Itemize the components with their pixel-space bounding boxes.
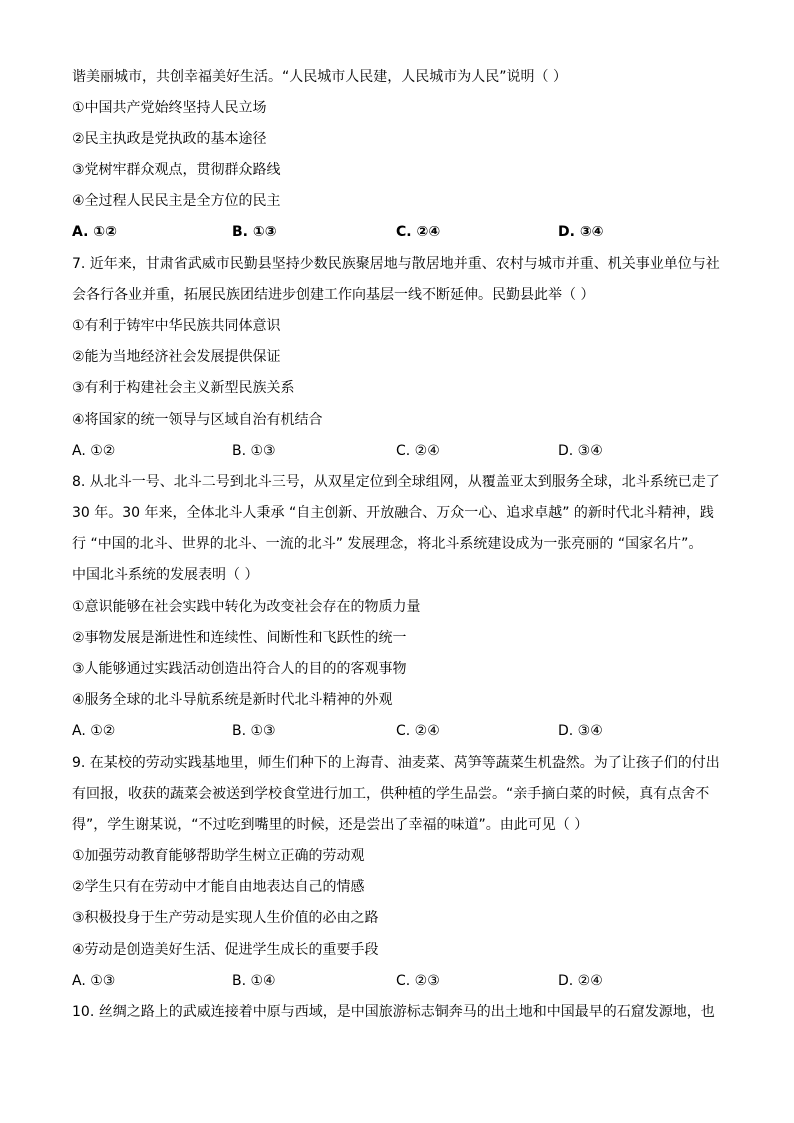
q9-option-b[interactable]: B. ①④ bbox=[232, 973, 276, 989]
q7-option-c[interactable]: C. ②④ bbox=[396, 443, 440, 459]
q7-stem-line-1: 7. 近年来，甘肃省武威市民勤县坚持少数民族聚居地与散居地并重、农村与城市并重、机关事业单位与社 bbox=[72, 256, 720, 272]
q8-item-1: ①意识能够在社会实践中转化为改变社会存在的物质力量 bbox=[72, 599, 421, 615]
q6-options bbox=[72, 223, 732, 241]
q6-option-d[interactable]: D. ③④ bbox=[558, 224, 604, 240]
q6-option-a[interactable]: A. ①② bbox=[72, 224, 117, 240]
q6-item-2: ②民主执政是党执政的基本途径 bbox=[72, 131, 267, 147]
q8-stem-line-3: 行 “中国的北斗、世界的北斗、一流的北斗” 发展理念，将北斗系统建设成为一张亮丽的 “国家名片”。 bbox=[72, 536, 703, 552]
q9-item-3: ③积极投身于生产劳动是实现人生价值的必由之路 bbox=[72, 910, 379, 926]
q6-stem-line: 谐美丽城市，共创幸福美好生活。“人民城市人民建，人民城市为人民”说明（ ） bbox=[72, 69, 567, 85]
q9-stem-line-1: 9. 在某校的劳动实践基地里，师生们种下的上海青、油麦菜、莴笋等蔬菜生机盎然。为了让孩子们的付出 bbox=[72, 755, 720, 771]
q8-option-c[interactable]: C. ②④ bbox=[396, 723, 440, 739]
q7-stem-line-2: 会各行各业并重，拓展民族团结进步创建工作向基层一线不断延伸。民勤县此举（ ） bbox=[72, 287, 595, 303]
q9-option-d[interactable]: D. ②④ bbox=[558, 973, 603, 989]
q8-option-d[interactable]: D. ③④ bbox=[558, 723, 603, 739]
q6-item-1: ①中国共产党始终坚持人民立场 bbox=[72, 100, 267, 116]
q7-item-3: ③有利于构建社会主义新型民族关系 bbox=[72, 380, 295, 396]
q7-option-a[interactable]: A. ①② bbox=[72, 443, 116, 459]
q7-option-b[interactable]: B. ①③ bbox=[232, 443, 276, 459]
q7-item-1: ①有利于铸牢中华民族共同体意识 bbox=[72, 318, 281, 334]
q8-item-3: ③人能够通过实践活动创造出符合人的目的的客观事物 bbox=[72, 661, 407, 677]
q9-item-1: ①加强劳动教育能够帮助学生树立正确的劳动观 bbox=[72, 848, 365, 864]
q6-item-4: ④全过程人民民主是全方位的民主 bbox=[72, 193, 281, 209]
q8-item-2: ②事物发展是渐进性和连续性、间断性和飞跃性的统一 bbox=[72, 630, 407, 646]
q9-stem-line-3: 得”，学生谢某说，“不过吃到嘴里的时候，还是尝出了幸福的味道”。由此可见（ ） bbox=[72, 817, 589, 833]
q8-stem-line-1: 8. 从北斗一号、北斗二号到北斗三号，从双星定位到全球组网，从覆盖亚太到服务全球，北斗系统已走了 bbox=[72, 474, 720, 490]
q9-options bbox=[72, 972, 732, 990]
q7-item-2: ②能为当地经济社会发展提供保证 bbox=[72, 349, 281, 365]
q8-stem-line-2: 30 年。30 年来，全体北斗人秉承 “自主创新、开放融合、万众一心、追求卓越” 的新时代北斗精神，践 bbox=[72, 505, 714, 521]
q9-option-c[interactable]: C. ②③ bbox=[396, 973, 440, 989]
q6-option-c[interactable]: C. ②④ bbox=[396, 224, 441, 240]
q9-option-a[interactable]: A. ①③ bbox=[72, 973, 116, 989]
q7-option-d[interactable]: D. ③④ bbox=[558, 443, 603, 459]
q8-item-4: ④服务全球的北斗导航系统是新时代北斗精神的外观 bbox=[72, 692, 393, 708]
q10-stem-line-1: 10. 丝绸之路上的武威连接着中原与西域，是中国旅游标志铜奔马的出土地和中国最早的石窟发源地，也 bbox=[72, 1004, 715, 1020]
q6-option-b[interactable]: B. ①③ bbox=[232, 224, 277, 240]
q6-item-3: ③党树牢群众观点，贯彻群众路线 bbox=[72, 162, 281, 178]
q8-stem-line-4: 中国北斗系统的发展表明（ ） bbox=[72, 567, 259, 583]
q7-item-4: ④将国家的统一领导与区域自治有机结合 bbox=[72, 412, 323, 428]
q8-options bbox=[72, 722, 732, 740]
q9-stem-line-2: 有回报，收获的蔬菜会被送到学校食堂进行加工，供种植的学生品尝。“亲手摘白菜的时候，真有点舍不 bbox=[72, 786, 710, 802]
q7-options bbox=[72, 442, 732, 460]
q8-option-b[interactable]: B. ①③ bbox=[232, 723, 276, 739]
q9-item-4: ④劳动是创造美好生活、促进学生成长的重要手段 bbox=[72, 942, 379, 958]
q9-item-2: ②学生只有在劳动中才能自由地表达自己的情感 bbox=[72, 879, 365, 895]
q8-option-a[interactable]: A. ①② bbox=[72, 723, 116, 739]
